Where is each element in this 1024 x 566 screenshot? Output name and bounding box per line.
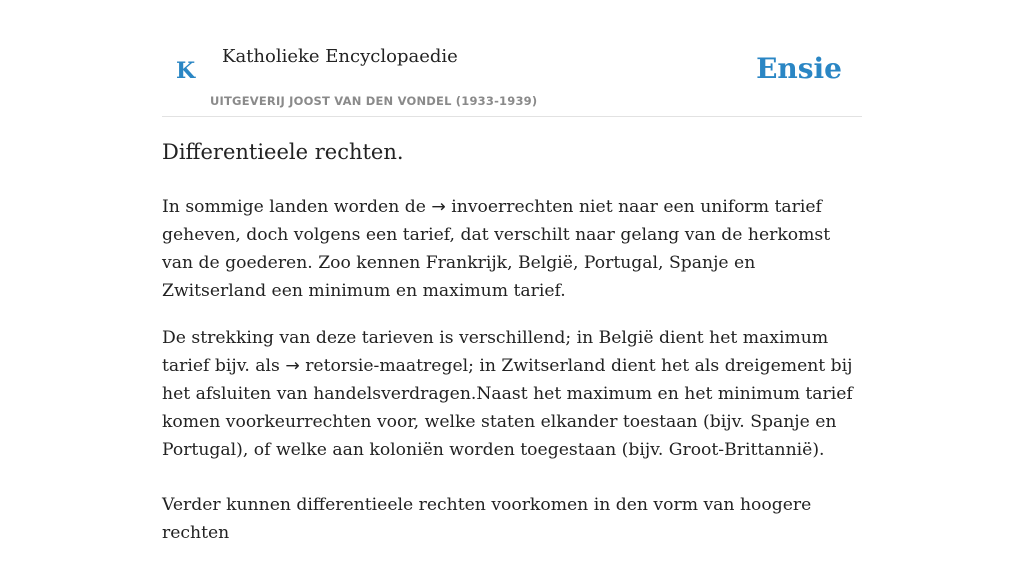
article-title: Differentieele rechten. <box>162 140 404 164</box>
link-label: retorsie-maatregel <box>305 356 469 376</box>
arrow-right-icon: → <box>285 356 300 376</box>
encyclopedia-logo[interactable]: K <box>176 58 196 84</box>
article-paragraph-1 <box>162 193 864 305</box>
site-header <box>162 0 862 117</box>
link-label: invoerrechten <box>451 197 574 217</box>
publisher-label: UITGEVERIJ JOOST VAN DEN VONDEL (1933-1939) <box>210 94 538 108</box>
invoerrechten-link[interactable] <box>431 197 573 217</box>
arrow-right-icon: → <box>431 197 446 217</box>
ensie-logo-link[interactable]: Ensie <box>756 52 842 85</box>
paragraph-text: De strekking van deze tarieven is verschillend; in België dient het maximum tarief bijv. als <box>162 328 829 376</box>
encyclopedia-title-link[interactable]: Katholieke Encyclopaedie <box>222 46 458 67</box>
retorsie-maatregel-link[interactable] <box>285 356 468 376</box>
paragraph-text: In sommige landen worden de <box>162 197 432 217</box>
paragraph-text: niet naar een uniform tarief geheven, doch volgens een tarief, dat verschilt naar gelang van de herkomst van de goederen. Zoo kennen Frankrijk, België, Portugal, Spanje en Zwitserland een minimum en maximum tarief. <box>162 197 831 301</box>
article-paragraph-3: Verder kunnen differentieele rechten voorkomen in den vorm van hoogere rechten <box>162 495 812 543</box>
article-paragraph-2 <box>162 324 864 464</box>
paragraph-text: ; in Zwitserland dient het als dreigement bij het afsluiten van handelsverdragen.Naast het maximum en het minimum tarief komen voorkeurrechten voor, welke staten elkander toestaan (bijv. Spanje en Portugal), of welke aan koloniën worden toegestaan (bijv. Groot-Brittannië). <box>162 356 853 460</box>
article-body <box>162 193 864 566</box>
